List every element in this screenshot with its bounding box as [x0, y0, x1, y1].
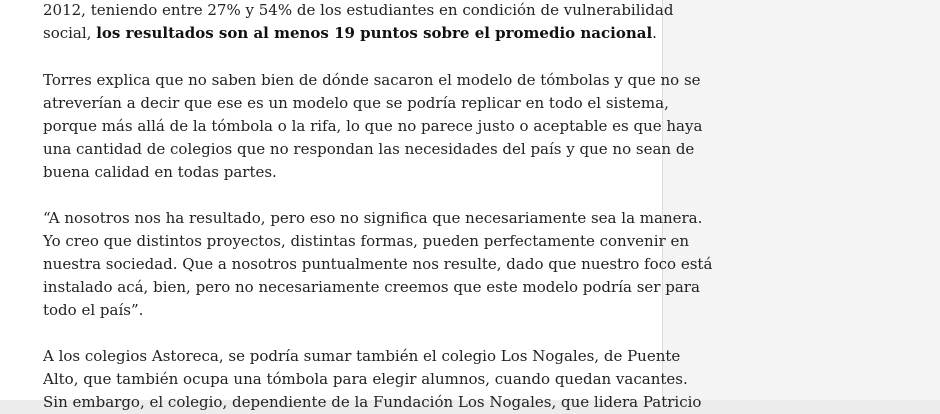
text-line [43, 138, 695, 161]
text-segment: instalado acá, bien, pero no necesariamente creemos que este modelo podría ser para [43, 278, 700, 296]
text-line [43, 0, 674, 22]
text-segment: Torres explica que no saben bien de dónde sacaron el modelo de tómbolas y que no se [43, 71, 701, 89]
article-paragraph [43, 345, 702, 414]
text-segment: atreverían a decir que ese es un modelo que se podría replicar en todo el sistema, [43, 94, 669, 112]
text-segment: una cantidad de colegios que no respondan las necesidades del país y que no sean de [43, 140, 695, 158]
text-line [43, 276, 700, 299]
text-line [43, 345, 681, 368]
text-segment: A los colegios Astoreca, se podría sumar también el colegio Los Nogales, de Puente [43, 347, 681, 365]
text-line [43, 253, 713, 276]
text-segment: nuestra sociedad. Que a nosotros puntualmente nos resulte, dado que nuestro foco está [43, 255, 713, 273]
text-segment: “A nosotros nos ha resultado, pero eso no significa que necesariamente sea la manera. [43, 209, 703, 227]
text-segment: Sin embargo, el colegio, dependiente de la Fundación Los Nogales, que lidera Patricio [43, 393, 702, 411]
article-paragraph [43, 69, 703, 184]
text-segment: buena calidad en todas partes. [43, 163, 277, 181]
text-segment: porque más allá de la tómbola o la rifa, lo que no parece justo o aceptable es que haya [43, 117, 703, 135]
column-divider [662, 0, 663, 400]
text-segment: 2012, teniendo entre 27% y 54% de los estudiantes en condición de vulnerabilidad [43, 1, 674, 19]
article-paragraph [43, 0, 674, 45]
article-paragraph [43, 207, 713, 322]
text-line [43, 22, 655, 45]
text-segment: social, [43, 24, 97, 42]
text-segment: Yo creo que distintos proyectos, distintas formas, pueden perfectamente convenir en [43, 232, 689, 250]
text-line [43, 391, 702, 414]
text-line [43, 115, 703, 138]
text-line [43, 230, 689, 253]
text-line [43, 92, 669, 115]
text-segment: Alto, que también ocupa una tómbola para elegir alumnos, cuando quedan vacantes. [43, 370, 688, 388]
sidebar-area [663, 0, 940, 400]
bold-text-segment: los resultados son al menos 19 puntos sobre el promedio nacional [96, 24, 653, 42]
text-line [43, 69, 701, 92]
text-line [43, 161, 655, 184]
text-line [43, 368, 688, 391]
text-segment: todo el país”. [43, 301, 144, 319]
text-line [43, 207, 703, 230]
text-segment: . [652, 24, 657, 42]
text-line [43, 299, 655, 322]
